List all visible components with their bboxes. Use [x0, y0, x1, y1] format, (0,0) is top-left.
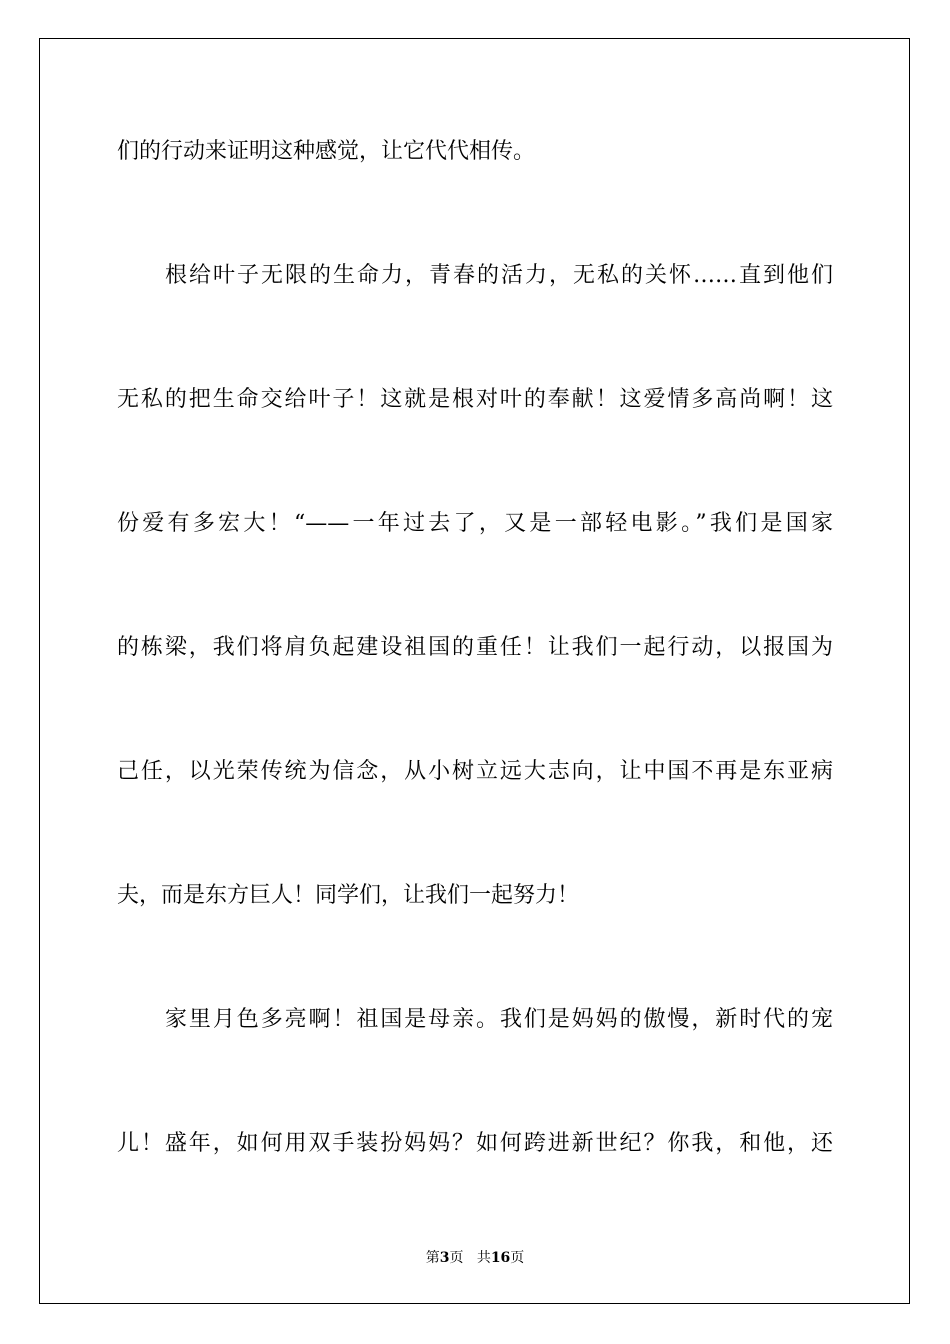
paragraph-line: 儿！盛年，如何用双手装扮妈妈？如何跨进新世纪？你我，和他，还: [117, 1131, 833, 1156]
paragraph-line: 的栋梁，我们将肩负起建设祖国的重任！让我们一起行动，以报国为: [117, 635, 833, 660]
page-suffix: 页: [449, 1250, 464, 1266]
paragraph-line: 根给叶子无限的生命力，青春的活力，无私的关怀……直到他们: [165, 263, 833, 288]
page-prefix: 第: [425, 1250, 440, 1266]
page-number: 3: [439, 1250, 450, 1266]
page-footer: [0, 1247, 950, 1267]
total-prefix: 共: [476, 1250, 491, 1266]
paragraph-line: 份爱有多宏大！“——一年过去了，又是一部轻电影。”我们是国家: [117, 511, 833, 536]
paragraph-line: 无私的把生命交给叶子！这就是根对叶的奉献！这爱情多高尚啊！这: [117, 387, 833, 412]
total-suffix: 页: [510, 1250, 525, 1266]
paragraph-line: 夫，而是东方巨人！同学们，让我们一起努力！: [117, 883, 580, 908]
page-border: [39, 38, 910, 1304]
paragraph-line: 们的行动来证明这种感觉，让它代代相传。: [117, 139, 536, 164]
total-pages: 16: [490, 1250, 511, 1266]
paragraph-line: 家里月色多亮啊！祖国是母亲。我们是妈妈的傲慢，新时代的宠: [165, 1007, 833, 1032]
paragraph-line: 己任，以光荣传统为信念，从小树立远大志向，让中国不再是东亚病: [117, 759, 833, 784]
